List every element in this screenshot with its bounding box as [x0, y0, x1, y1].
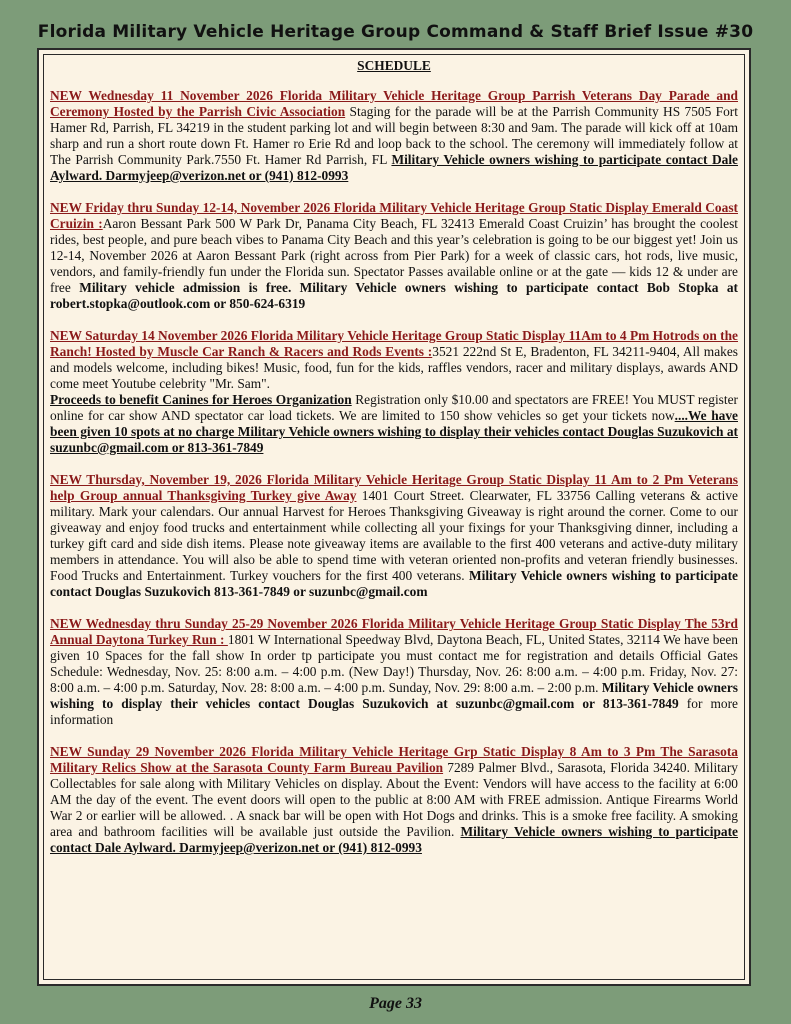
page-header: Florida Military Vehicle Heritage Group Command & Staff Brief Issue #30 [37, 22, 754, 42]
event-entry [50, 616, 738, 728]
schedule-content [43, 54, 745, 980]
event-entry [50, 88, 738, 184]
event-headline: NEW Thursday, November 19, 2026 Florida Military Vehicle Heritage Group Static Display 11 Am to 2 Pm Veterans help Group annual Thanksgiving Turkey give Away [50, 472, 738, 503]
event-body: 7289 Palmer Blvd., Sarasota, Florida 34240. Military Collectables for sale along with Military Vehicles on display. About the Event: Vendors will have access to the facility at 6:00 AM the day of the event. The event doors will open to the public at 8:00 AM with FREE admission. Antique Firearms World War 2 or earlier will be allowed. . A snack bar will be open with Hot Dogs and drinks. This is a smoke free facility. A smoking area and bathroom facilities will be available just outside the Pavilion. [50, 760, 739, 839]
event-headline: NEW Wednesday thru Sunday 25-29 November 2026 Florida Military Vehicle Heritage Group Static Display The 53rd Annual Daytona Turkey Run : [50, 616, 738, 647]
schedule-title: SCHEDULE [357, 58, 431, 73]
event-body: 1801 W International Speedway Blvd, Daytona Beach, FL, United States, 32114 We have been given 10 Spaces for the fall show In order tp participate you must contact me for registration and details Official Gates Schedule: Wednesday, Nov. 25: 8:00 a.m. – 4:00 p.m. (New Day!) Thursday, Nov. 26: 8:00 a.m. – 4:00 p.m. Friday, Nov. 27: 8:00 a.m. – 4:00 p.m. Saturday, Nov. 28: 8:00 a.m. – 4:00 p.m. Sunday, Nov. 29: 8:00 a.m. – 2:00 p.m. [50, 632, 739, 695]
event-contact: Military Vehicle owners wishing to participate contact Dale Aylward. Darmyjeep@verizon.net or (941) 812-0993 [50, 824, 738, 855]
event-headline: NEW Sunday 29 November 2026 Florida Military Vehicle Heritage Grp Static Display 8 Am to 3 Pm The Sarasota Military Relics Show at the Sarasota County Farm Bureau Pavilion [50, 744, 738, 775]
event-contact: Military vehicle admission is free. Military Vehicle owners wishing to participate contact Bob Stopka at robert.stopka@outlook.com or 850-624-6319 [50, 280, 739, 311]
event-tail: for more information [50, 696, 738, 727]
event-contact: Military Vehicle owners wishing to display their vehicles contact Douglas Suzukovich at suzunbc@gmail.com or 813-361-7849 [50, 680, 738, 711]
event-body-2: Registration only $10.00 and spectators are FREE! You MUST register online for car show AND spectator car load tickets. We are limited to 150 show vehicles so get your tickets now [50, 392, 738, 423]
event-entry [50, 328, 738, 456]
page-number: Page 33 [369, 995, 422, 1012]
event-body: Staging for the parade will be at the Parrish Community HS 7505 Fort Hamer Rd, Parrish, FL 34219 in the student parking lot and will begin between 8:30 and 9am. The parade will kick off at 10am sharp and run a short route down Ft. Hamer ro Erie Rd and loop back to the school. The ceremony will immediately follow at The Parrish Community Park.7550 Ft. Hamer Rd Parrish, FL [50, 104, 738, 167]
event-body: 3521 222nd St E, Bradenton, FL 34211-9404, All makes and models welcome, including bikes! Music, food, fun for the kids, raffles vendors, racer and military displays, awards AND come meet Youtube celebrity "Mr. Sam". [50, 344, 738, 391]
event-contact: ....We have been given 10 spots at no charge Military Vehicle owners wishing to display their vehicles contact Douglas Suzukovich at suzunbc@gmail.com or 813-361-7849 [50, 408, 738, 455]
event-entry [50, 200, 738, 312]
event-headline: NEW Saturday 14 November 2026 Florida Military Vehicle Heritage Group Static Display 11Am to 4 Pm Hotrods on the Ranch! Hosted by Muscle Car Ranch & Racers and Rods Events : [50, 328, 738, 359]
event-subheading: Proceeds to benefit Canines for Heroes Organization [50, 392, 352, 407]
event-contact: Military Vehicle owners wishing to participate contact Douglas Suzukovich 813-361-7849 or suzunbc@gmail.com [50, 568, 738, 599]
event-headline: NEW Friday thru Sunday 12-14, November 2026 Florida Military Vehicle Heritage Group Static Display Emerald Coast Cruizin : [50, 200, 738, 231]
event-entry [50, 472, 738, 600]
event-headline: NEW Wednesday 11 November 2026 Florida Military Vehicle Heritage Group Parrish Veterans Day Parade and Ceremony Hosted by the Parrish Civic Association [50, 88, 738, 119]
event-contact: Military Vehicle owners wishing to participate contact Dale Aylward. Darmyjeep@verizon.net or (941) 812-0993 [50, 152, 738, 183]
event-body: 1401 Court Street. Clearwater, FL 33756 Calling veterans & active military. Mark your calendars. Our annual Harvest for Heroes Thanksgiving Giveaway is right around the corner. Come to our giveaway and enjoy food trucks and entertainment while collecting all your fixings for your Thanksgiving dinner, including a turkey gift card and side dish items. Please note giveaway items are available to the first 400 veterans and active-duty military members in attendance. You will also be able to spend time with veteran oriented non-profits and veteran friendly businesses. Food Trucks and Entertainment. Turkey vouchers for the first 400 veterans. [50, 488, 738, 583]
event-entry [50, 744, 738, 856]
event-body: Aaron Bessant Park 500 W Park Dr, Panama City Beach, FL 32413 Emerald Coast Cruizin’ has brought the coolest rides, best people, and pure beach vibes to Panama City Beach and this year’s celebration is going to be our biggest yet! Join us 12-14, November 2026 at Aaron Bessant Park (right across from Pier Park) for a week of classic cars, hot rods, live music, vendors, and family-friendly fun under the Florida sun. Spectator Passes available online or at the gate — kids 12 & under are free [50, 216, 738, 295]
schedule-panel [37, 48, 751, 986]
